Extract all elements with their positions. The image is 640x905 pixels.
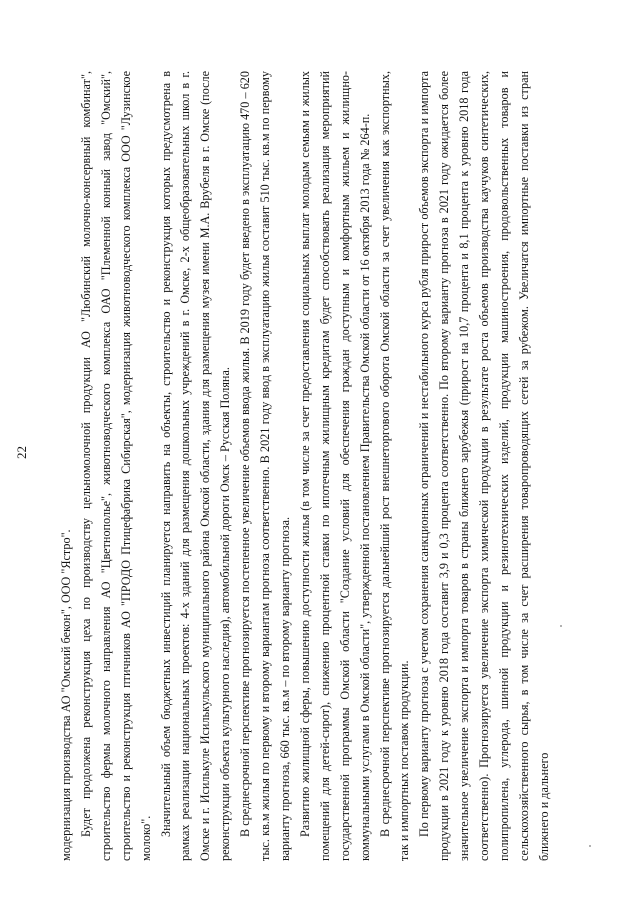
paragraph-continued: модернизация производства АО "Омский бекон", ООО "Ястро". [59, 529, 73, 861]
paragraph-foreign-trade: В среднесрочной перспективе прогнозируется дальнейший рост внешнеторгового оборота Омской области за счет увеличения как экспортных, так и импортных поставок продукции. [377, 71, 412, 861]
document-body [57, 71, 555, 861]
paragraph-agro-projects: Будет продолжена реконструкция цеха по производству цельномолочной продукции АО "Любинский молочно-консервный комбинат", строительство фермы молочного направления АО "Цветнополье", животноводческого комплекса ОАО "Племенной конный завод "Омский", строительство и реконструкция птичников АО "ПРОДО Птицефабрика Сибирская", модернизация животноводческого комплекса ООО "Лузинское молоко". [78, 71, 153, 861]
paragraph-housing-commissioning: В среднесрочной перспективе прогнозируется постепенное увеличение объемов ввода жилья. В 2019 году будет введено в эксплуатацию 470 – 620 тыс. кв.м жилья по первому и второму вариантам прогноза соответственно. В 2021 году ввод в эксплуатацию жилья составит 510 тыс. кв.м по первому варианту прогноза, 660 тыс. кв.м – по второму варианту прогноза. [238, 71, 292, 861]
scan-speck [589, 845, 591, 847]
paragraph-export-import-forecast: По первому варианту прогноза с учетом сохранения санкционных ограничений и нестабильного курса рубля прирост объемов экспорта и импорта продукции в 2021 году к уровню 2018 года составит 3,9 и 0,3 процента соответственно. По второму варианту прогноза в 2021 году ожидается более значительное увеличение экспорта и импорта товаров в страны ближнего зарубежья (прирост на 10,7 процента и 8,1 процента к уровню 2018 года соответственно). Прогнозируется увеличение экспорта химической продукции в результате роста объемов производства каучуков синтетических, полипропилена, углерода, шинной продукции и резинотехнических изделий, продукции машиностроения, продовольственных товаров и сельскохозяйственного сырья, в том числе за счет расширения товаропроводящих сетей за рубежом. Увеличатся импортные поставки из стран ближнего и дальнего [417, 71, 551, 861]
paragraph-housing-affordability: Развитию жилищной сферы, повышению доступности жилья (в том числе за счет предоставления социальных выплат молодым семьям и жилых помещений для детей-сирот), снижению процентной ставки по ипотечным жилищным кредитам будет способствовать реализация мероприятий государственной программы Омской области "Создание условий для обеспечения граждан доступным и комфортным жильем и жилищно-коммунальными услугами в Омской области", утвержденной постановлением Правительства Омской области от 16 октября 2013 года № 264-п. [297, 71, 372, 861]
paragraph-budget-investments: Значительный объем бюджетных инвестиций планируется направить на объекты, строительство и реконструкция которых предусмотрена в рамках реализации национальных проектов: 4-х зданий для размещения дошкольных учреждений в г. Омске, 2-х общеобразовательных школ в г. Омске и г. Исилькуле Исилькульского муниципального района Омской области, здания для размещения музея имени М.А. Врубеля в г. Омске (после реконструкции объекта культурного наследия), автомобильной дороги Омск – Русская Поляна. [158, 71, 233, 861]
page-number: 22 [14, 446, 29, 459]
scan-speck [560, 625, 562, 627]
